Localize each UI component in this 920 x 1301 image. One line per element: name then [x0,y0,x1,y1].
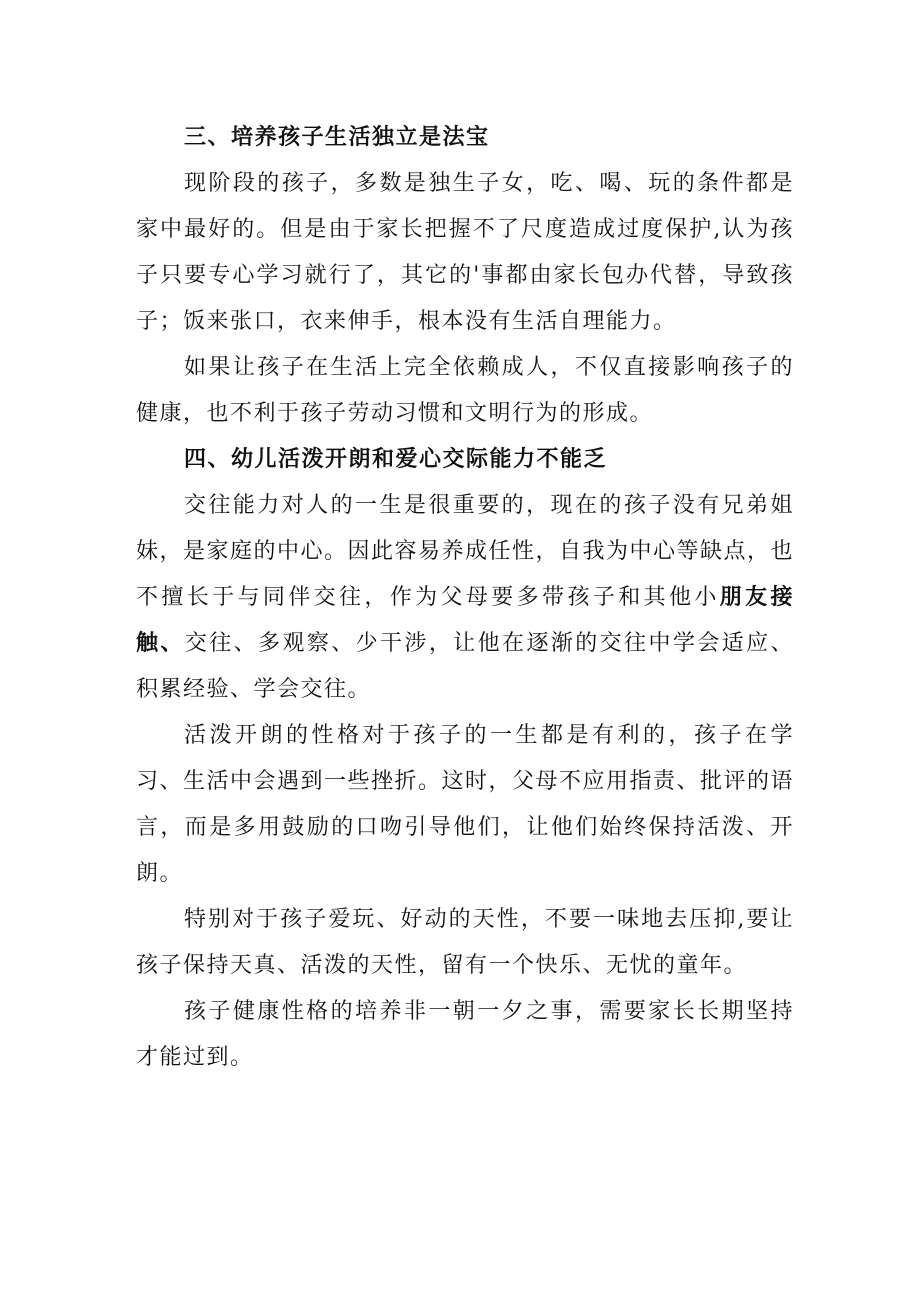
paragraph: 特别对于孩子爱玩、好动的天性，不要一味地去压抑,要让孩子保持天真、活泼的天性，留有一个快乐、无忧的童年。 [136,907,794,978]
paragraph: 活泼开朗的性格对于孩子的一生都是有利的，孩子在学习、生活中会遇到一些挫折。这时，父母不应用指责、批评的语言，而是多用鼓励的口吻引导他们，让他们始终保持活泼、开朗。 [136,723,795,886]
paragraph: 孩子健康性格的培养非一朝一夕之事，需要家长长期坚持才能过到。 [136,999,794,1070]
paragraph-text: 交往能力对人的一生是很重要的，现在的孩子没有兄弟姐妹，是家庭的中心。因此容易养成任性，自我为中心等缺点，也不擅长于与同伴交往，作为父母要多带孩子和其他小 [136,493,795,610]
bold-phrase: 朋友接触、 [136,585,794,656]
paragraph: 如果让孩子在生活上完全依赖成人，不仅直接影响孩子的健康，也不利于孩子劳动习惯和文明行为的形成。 [136,355,794,426]
section-heading-4: 四、幼儿活泼开朗和爱心交际能力不能乏 [184,447,608,472]
paragraph: 现阶段的孩子，多数是独生子女，吃、喝、玩的条件都是家中最好的。但是由于家长把握不了尺度造成过度保护,认为孩子只要专心学习就行了，其它的'事都由家长包办代替，导致孩子；饭来张口，衣来伸手，根本没有生活自理能力。 [136,171,794,334]
document-body [136,115,794,1081]
paragraph [136,483,794,713]
section-heading-3: 三、培养孩子生活独立是法宝 [184,125,490,150]
paragraph-text: 交往、多观察、少干涉，让他在逐渐的交往中学会适应、积累经验、学会交往。 [136,631,794,702]
